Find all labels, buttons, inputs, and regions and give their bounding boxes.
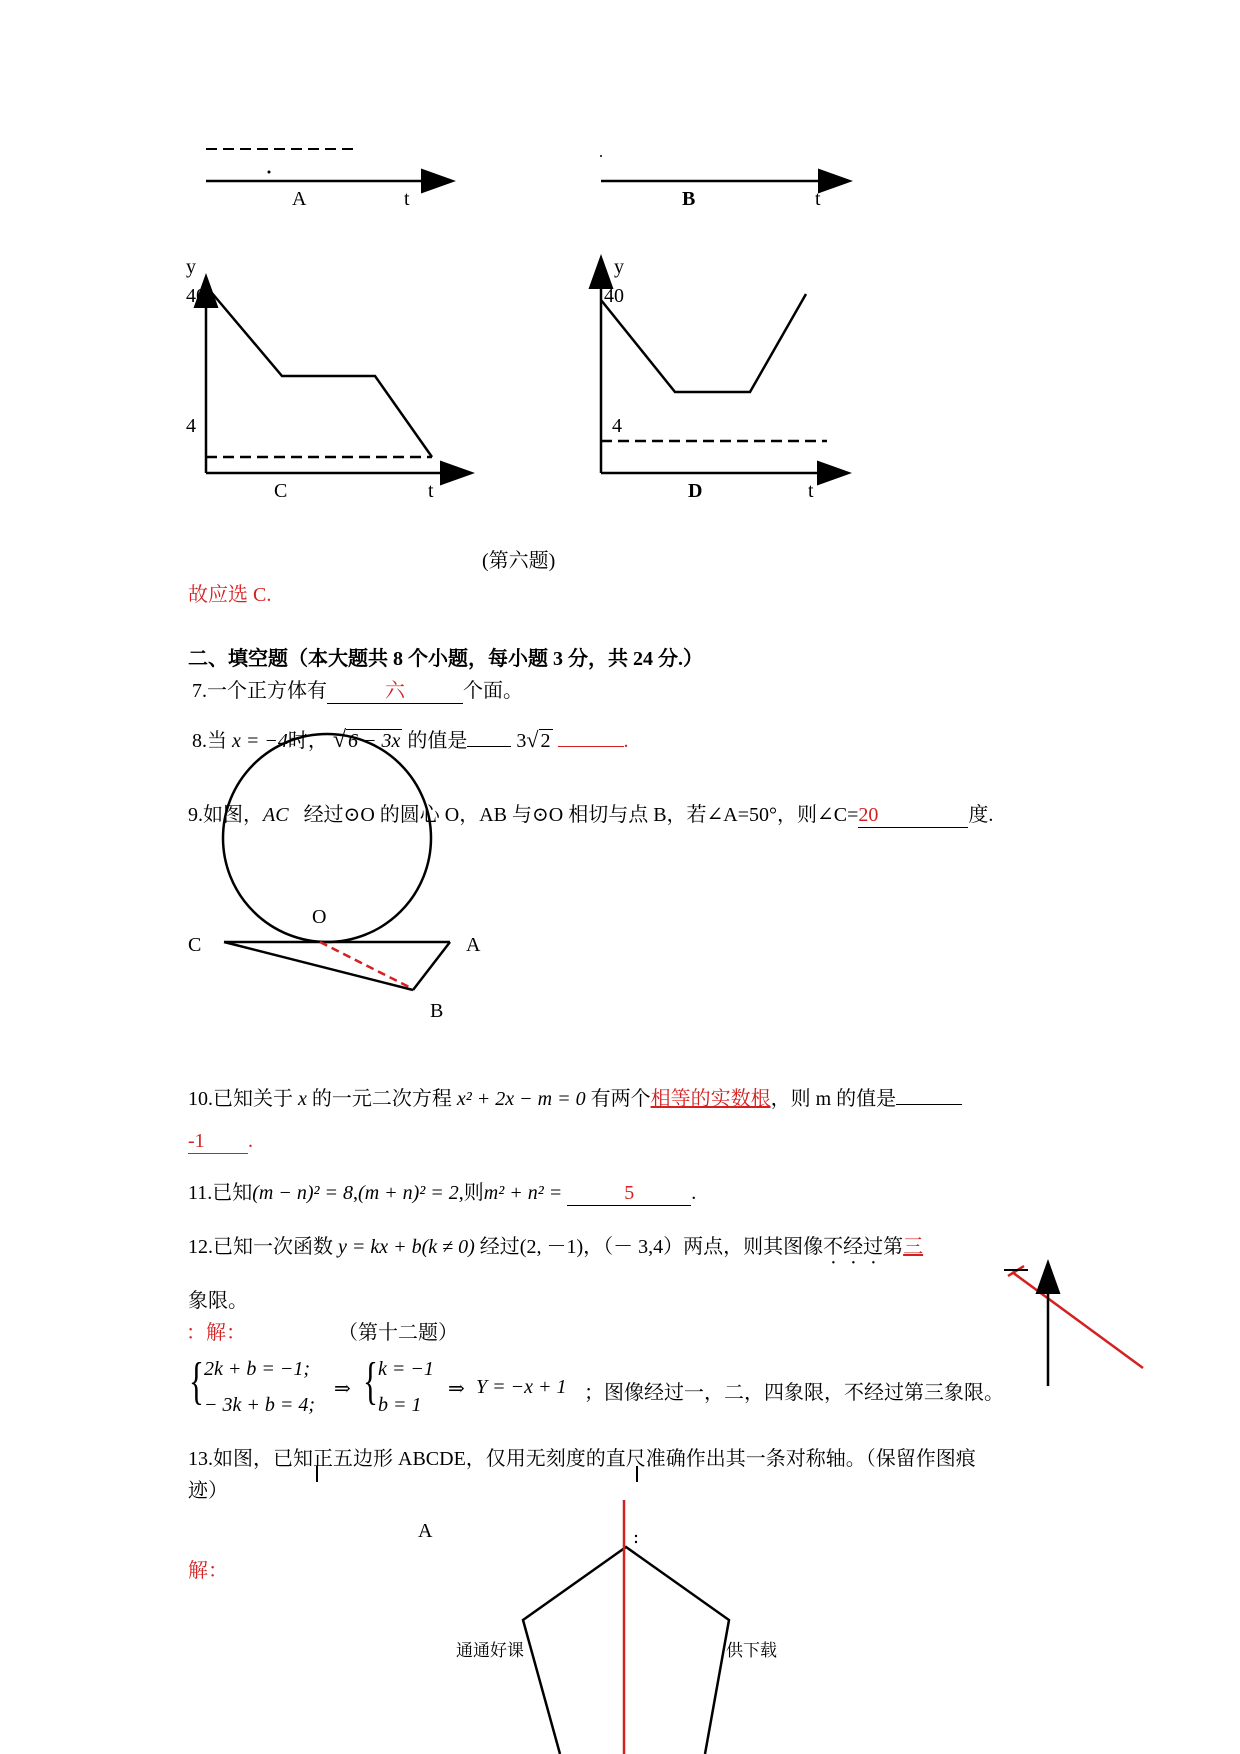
q10-text-3: 有两个 [590, 1088, 651, 1110]
question-11 [188, 1176, 696, 1206]
q10-blank-2 [188, 1130, 248, 1154]
q7-blank [327, 674, 463, 704]
q10-answer-line [188, 1130, 253, 1154]
q9-answer: 20 [858, 804, 879, 826]
q10-equation: x² + 2x − m = 0 [456, 1088, 586, 1110]
q13-dot-b [635, 1541, 637, 1543]
q10-answer: -1 [188, 1130, 205, 1152]
q11-blank [567, 1182, 691, 1206]
q9-line-ab [413, 942, 450, 990]
question-12 [188, 1230, 923, 1269]
q12-arrow-2: ⇒ [448, 1378, 465, 1400]
q11-eq3: m² + n² = [483, 1182, 563, 1204]
q12-red-line [1012, 1272, 1143, 1368]
q7-answer: 六 [385, 680, 405, 702]
graph-d-t-label: t [808, 480, 814, 502]
q11-text: 11.已知 [188, 1182, 253, 1204]
q12-sys2-a: k = −1 [378, 1358, 434, 1380]
graph-a-label: A [292, 188, 307, 210]
graph-d-40-label: 40 [604, 285, 624, 307]
graph-d-4-label: 4 [612, 415, 622, 437]
q10-end: . [248, 1130, 253, 1152]
q12-conclusion: ；图像经过一，二，四象限，不经过第三象限。 [584, 1382, 1004, 1404]
q13-line-1: 13.如图，已知正五边形 ABCDE，仅用无刻度的直尺准确作出其一条对称轴。（保留作图痕 [188, 1448, 976, 1470]
q13-line-2: 迹） [188, 1480, 228, 1502]
q13-dot-a [635, 1535, 637, 1537]
q12-text: 12.已知一次函数 [188, 1236, 333, 1258]
question-9 [188, 798, 993, 828]
q9-label-c: C [188, 934, 202, 956]
q12-caption: （第十二题） [338, 1322, 458, 1344]
q8-sqrt-sign: √ [332, 727, 347, 753]
graph-a-dot [268, 171, 271, 174]
q10-x: x [298, 1088, 307, 1110]
q13-figure [317, 1466, 729, 1754]
graph-b [600, 155, 848, 181]
q12-solution-label: ：解： [186, 1322, 246, 1344]
q12-answer: 三 [903, 1236, 924, 1258]
q11-eq1: (m − n)² = 8 [252, 1182, 354, 1204]
q10-text-4: ，则 m 的值是 [770, 1088, 897, 1110]
q10-blank-1 [896, 1104, 962, 1105]
q6-caption: (第六题) [482, 550, 556, 572]
q8-end: . [623, 730, 629, 752]
q8-answer-sqrt-sign: √ [526, 727, 539, 752]
q8-text-mid: 时， [287, 730, 328, 752]
q8-text-2: 的值是 [407, 730, 468, 752]
q12-sys1-b: − 3k + b = 4; [204, 1394, 316, 1416]
section-2-title: 二、填空题（本大题共 8 个小题，每小题 3 分，共 24 分.） [188, 648, 703, 670]
q9-blank [858, 804, 968, 828]
q13-solution-label: 解： [188, 1560, 228, 1582]
q12-text-3: 第 [883, 1236, 904, 1258]
q12-brace-2: { [362, 1353, 378, 1410]
q9-label-b: B [430, 1000, 444, 1022]
graph-a-t-label: t [404, 188, 410, 210]
q9-text-2: 经过⊙O 的圆心 O，AB 与⊙O 相切与点 B，若∠A=50°，则∠C= [303, 804, 859, 826]
q9-label-o: O [312, 906, 327, 928]
q8-condition: x = −4 [232, 730, 288, 752]
q7-text-before: 7.一个正方体有 [192, 680, 327, 702]
q9-label-a: A [466, 934, 481, 956]
q12-sys1-a: 2k + b = −1; [204, 1358, 311, 1380]
q10-highlight: 相等的实数根 [650, 1088, 771, 1110]
question-8 [192, 724, 629, 754]
q11-eq2: (m + n)² = 2 [358, 1182, 459, 1204]
graph-a [206, 149, 451, 181]
q13-label-a: A [418, 1520, 433, 1542]
q12-equation: y = kx + b(k ≠ 0) [338, 1236, 475, 1258]
q9-figure [223, 734, 450, 990]
question-10 [188, 1082, 962, 1111]
graph-d-y-label: y [614, 256, 624, 278]
q8-answer-coef: 3 [516, 730, 527, 752]
q13-left-text: 通通好课 [456, 1641, 524, 1660]
q6-answer: 故应选 C. [188, 584, 272, 606]
q9-ac: AC [263, 804, 289, 826]
graph-c [206, 278, 470, 473]
q10-text: 10.已知关于 [188, 1088, 293, 1110]
question-7 [192, 674, 523, 704]
graph-b-t-label: t [815, 188, 821, 210]
graph-c-y-label: y [186, 256, 196, 278]
graph-d [601, 259, 847, 473]
q11-text-2: ,则 [458, 1182, 484, 1204]
q12-text-4: 象限。 [188, 1290, 248, 1312]
graph-c-4-label: 4 [186, 415, 196, 437]
q8-answer-radicand: 2 [540, 730, 551, 752]
q8-text-before: 8.当 [192, 730, 227, 752]
q12-emph: 不经过 [823, 1236, 884, 1258]
q10-text-2: 的一元二次方程 [311, 1088, 452, 1110]
graph-d-label: D [688, 480, 703, 502]
q9-red-dashed-ob [320, 942, 411, 988]
q9-text: 9.如图， [188, 804, 263, 826]
q12-sys2-b: b = 1 [378, 1394, 422, 1416]
q8-blank-2 [558, 746, 624, 747]
q12-brace-1: { [188, 1353, 204, 1410]
q8-blank-1 [467, 746, 511, 747]
graph-c-curve [206, 286, 432, 457]
graph-c-40-label: 40 [186, 285, 206, 307]
q12-figure [1004, 1264, 1143, 1386]
q12-text-2: 经过(2, －1)，（－ 3,4）两点，则其图像 [479, 1236, 824, 1258]
graph-c-label: C [274, 480, 288, 502]
q9-line-cb [224, 942, 413, 990]
q11-answer: 5 [624, 1182, 635, 1204]
q11-end: . [691, 1182, 697, 1204]
q11-sep: , [353, 1182, 359, 1204]
q13-pentagon [523, 1547, 729, 1754]
q12-arrow-1: ⇒ [334, 1378, 351, 1400]
graph-d-curve [601, 294, 806, 392]
q12-result: Y = −x + 1 [476, 1376, 567, 1398]
q9-end: 度. [968, 804, 994, 826]
q9-circle [223, 734, 431, 942]
graph-b-dot [600, 155, 602, 157]
q13-right-text: 供下载 [726, 1641, 777, 1660]
q7-text-after: 个面。 [463, 680, 523, 702]
graph-b-label: B [682, 188, 696, 210]
q8-radicand: 6 − 3x [348, 730, 401, 752]
graph-c-t-label: t [428, 480, 434, 502]
